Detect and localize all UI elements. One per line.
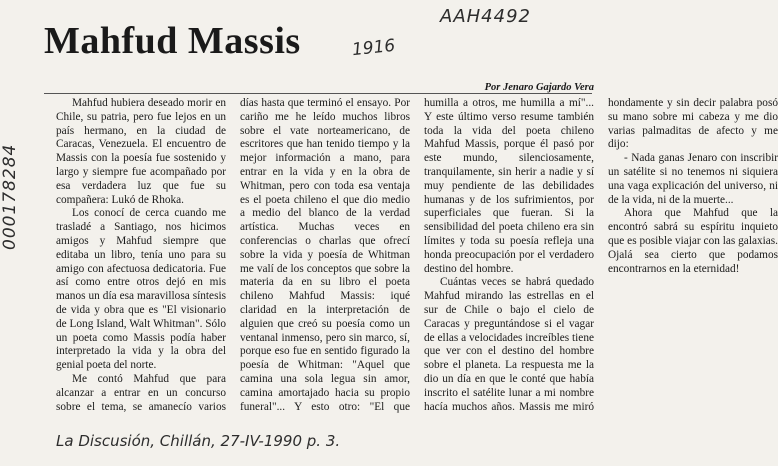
article-title: Mahfud Massis [44, 20, 301, 62]
vertical-archive-code: 000178284 [0, 143, 20, 250]
paragraph: - Nada ganas Jenaro con inscribir un satélite si no tenemos ni siquiera una vaga explicación del universo, ni de la vida, ni de la muerte... [608, 152, 778, 206]
article-body [56, 97, 778, 427]
byline: Por Jenaro Gajardo Vera [484, 82, 594, 93]
archive-code: AAH4492 [440, 6, 531, 27]
paragraph: Mahfud hubiera deseado morir en Chile, su patria, pero fue lejos en un país hermano, en la ciudad de Caracas, Venezuela. El encuentro de Massis con la poesía fue sostenido y largo y siempre fue acompañado por esa verdadera luz que fue su compañera: Lukó de Rhoka. [56, 97, 226, 206]
header-rule [44, 93, 592, 94]
paragraph: Cuántas veces se habrá quedado Mahfud mirando las estrellas en el sur de Chile o bajo el cielo de Caracas y preguntándose si el vagar de ellas a velocidades increíbles tiene que ver con el destino del hombre sobre el planeta. La respuesta me la dio un día en que le conté que había inscrito el satélite lunar a mi nombre hacía muchos años. Massis me miró hondamente y sin decir palabra posó su mano sobre mi cabeza y me dio varias palmaditas de afecto y me dijo: [424, 97, 778, 413]
paragraph: Ahora que Mahfud que la encontró sabrá su espíritu inquieto que es posible viajar con las galaxias. Ojalá sea cierto que podamos encontrarnos en la eternidad! [608, 207, 778, 275]
handwritten-year: 1916 [351, 35, 397, 61]
handwritten-source-note: La Discusión, Chillán, 27-IV-1990 p. 3. [56, 432, 341, 450]
paragraph: Me contó Mahfud que para alcanzar a entrar en un concurso sobre el tema, se amanecío varios días hasta que terminó el ensayo. Por cariño me he leído muchos libros sobre el vate norteamericano, de escritores que han tenido tiempo y la mejor información a mano, para entrar en la vida y en la obra de Whitman, pero con toda esa ventaja es el poeta chileno el que dio medio a medio del blanco de la verdad artística. Muchas veces en conferencias o charlas que ofrecí sobre la vida y poesía de Whitman me valí de los conceptos que sobre la materia da en su libro el poeta chileno Mahfud Massis: iqué claridad en la interpretación de alguien que creó su poesía como un ventanal inmenso, pero sin marco, sí, porque eso fue en sentido figurado la poesía de Whitman: "Aquel que camina una sola legua sin amor, camina amortajado hacia su propio funeral"... Y esto otro: "El que humilla a otros, me humilla a mí"... Y este último verso resume también toda la vida del poeta chileno Mahfud Massis, porque él pasó por este mundo, silenciosamente, tranquilamente, sin herir a nadie y sí muy pendiente de las debilidades humanas y de los sufrimientos, por superficiales que fueran. Si la sensibilidad del poeta chileno era sin límites y toda su poesía refleja una honda preocupación por el verdadero destino del hombre. [56, 97, 594, 413]
paragraph: Los conocí de cerca cuando me trasladé a Santiago, nos hicimos amigos y Mahfud siempre que editaba un libro, tenía uno para su amigo con afectuosa dedicatoria. Fue así como entre otros dejó en mis manos un día esa maravillosa síntesis de vida y obra que es "El visionario de Long Island, Walt Whitman". Sólo un poeta como Massis podía haber interpretado la vida y la obra del genial poeta del norte. [56, 207, 226, 372]
